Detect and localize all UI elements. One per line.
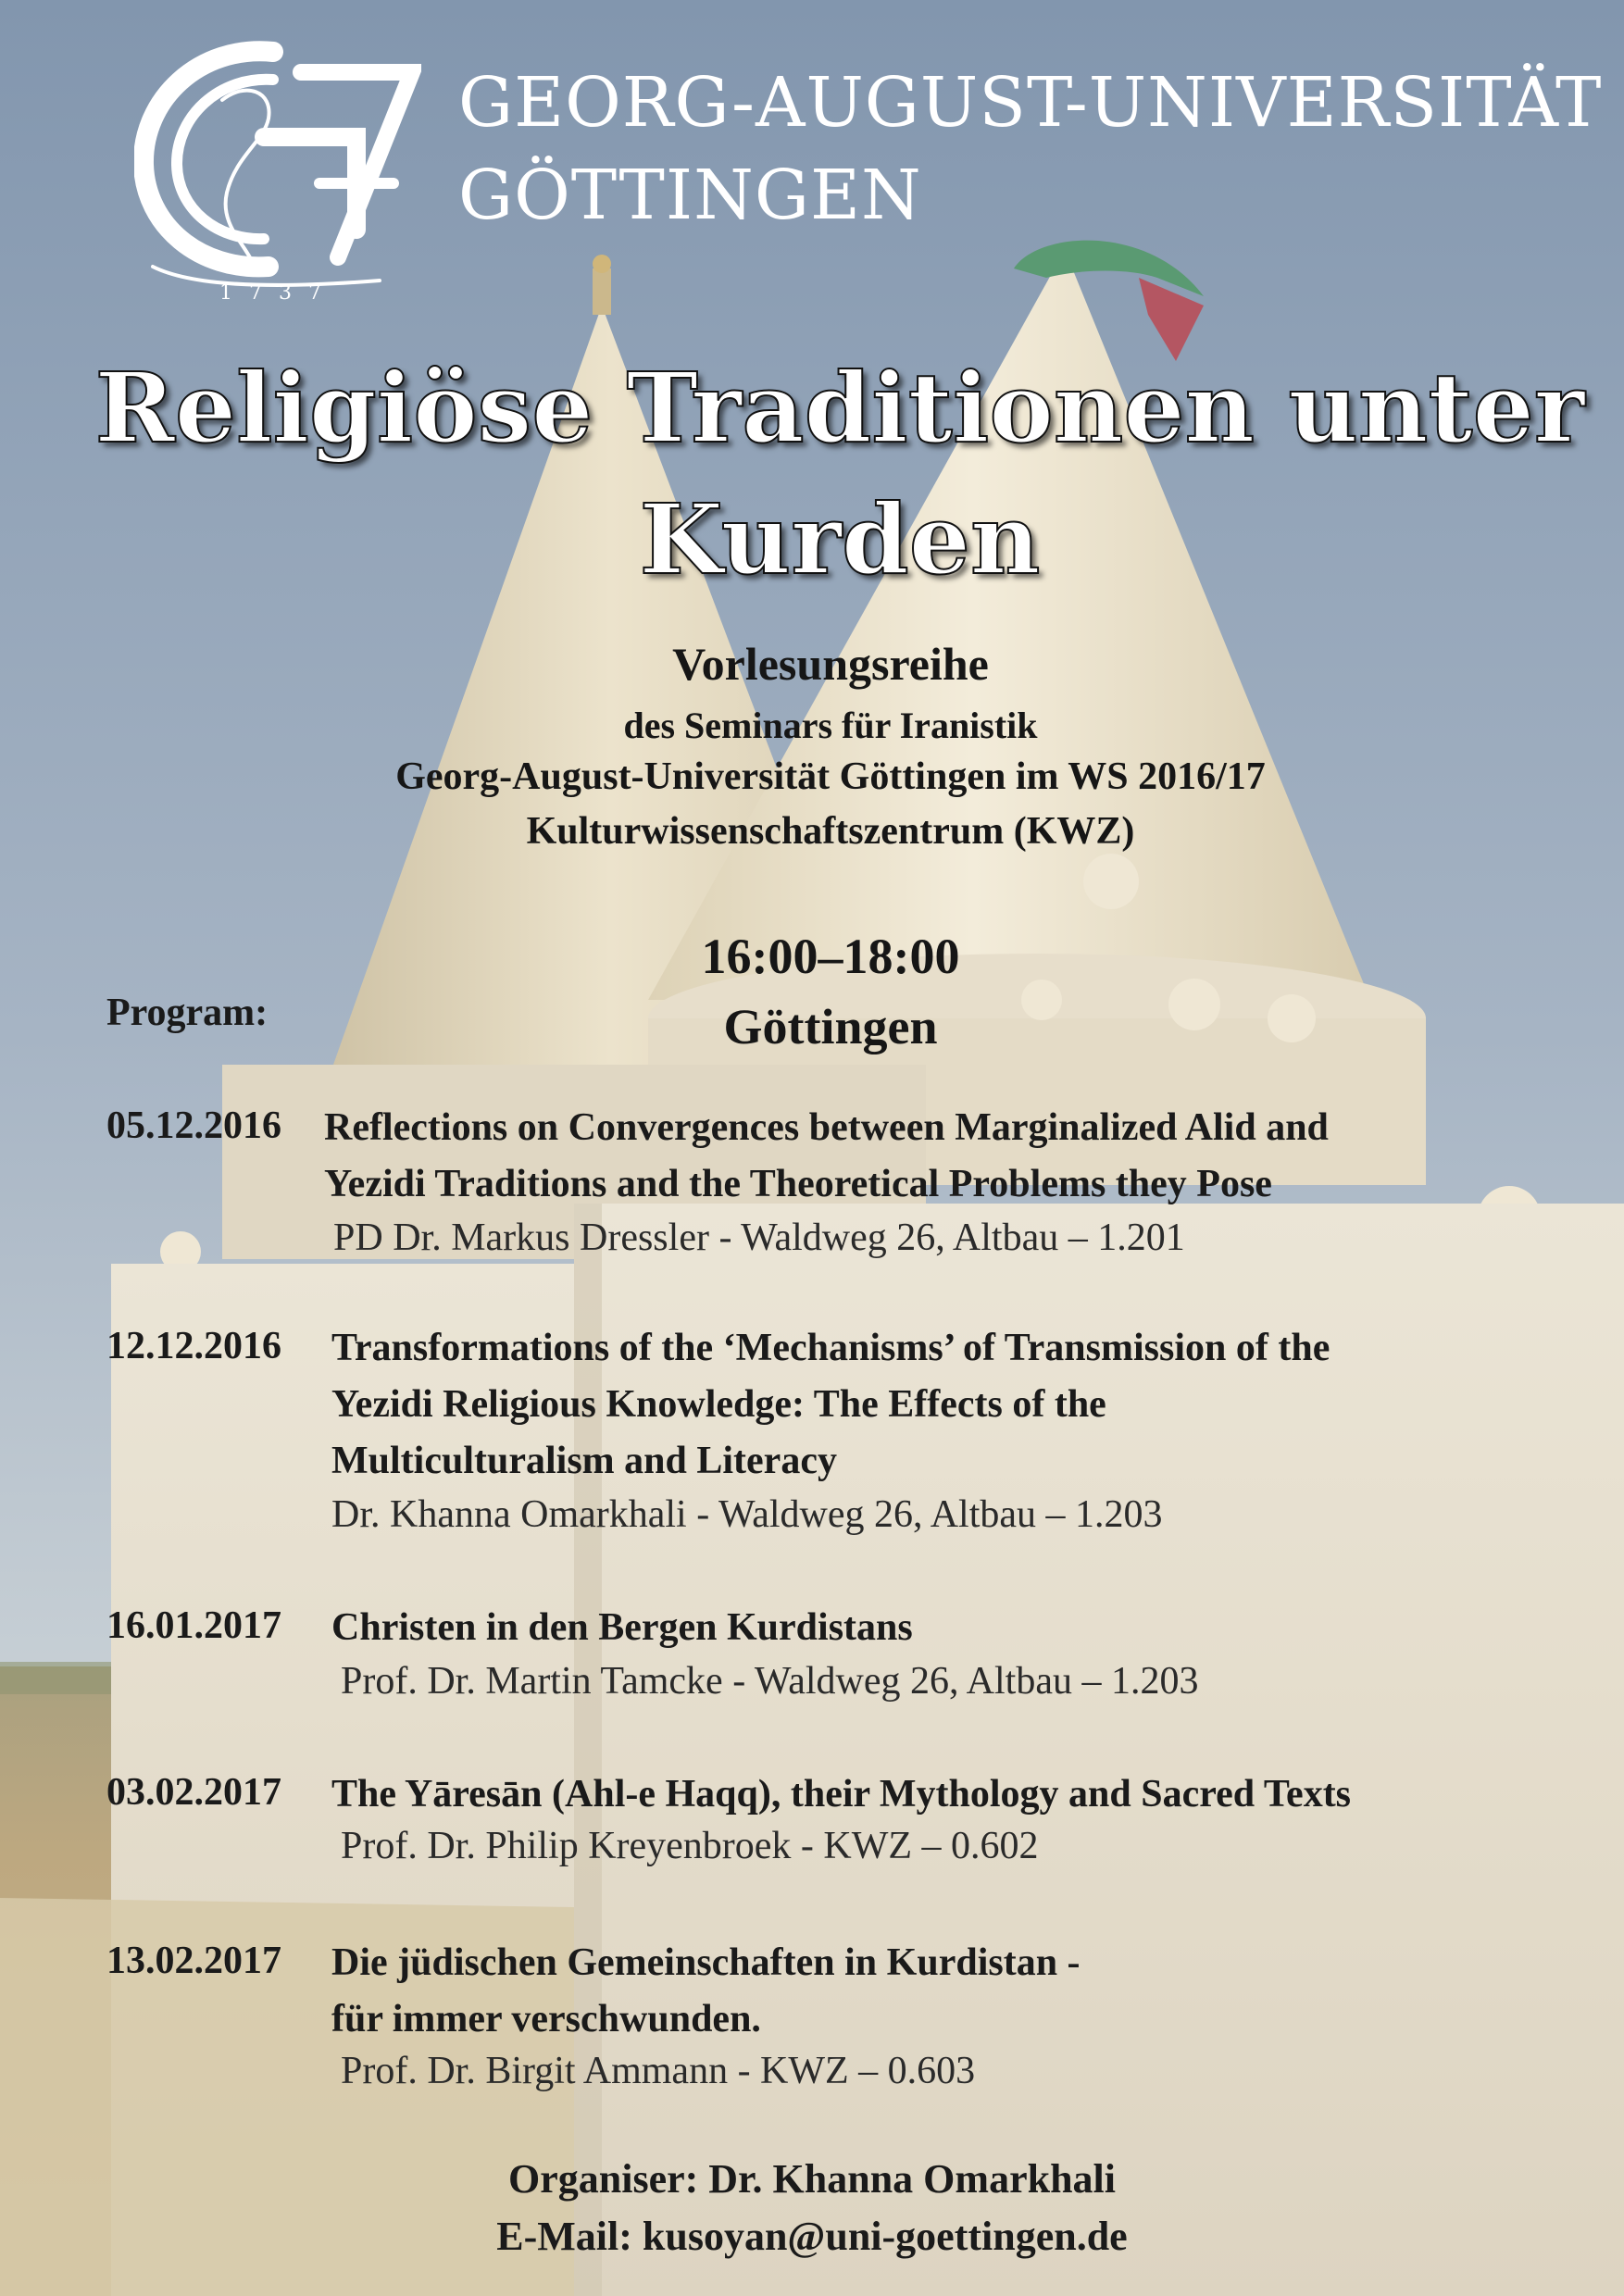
title-line2: Kurden bbox=[639, 482, 1041, 596]
lecture-title bbox=[331, 1766, 1351, 1823]
institution-label: Georg-August-Universität Göttingen im WS 2016/17 bbox=[395, 755, 1266, 798]
lecture-title-line: Multiculturalism and Literacy bbox=[331, 1440, 837, 1482]
lecture-title-line: Christen in den Bergen Kurdistans bbox=[331, 1606, 913, 1649]
lecture-date: 03.02.2017 bbox=[106, 1771, 281, 1814]
lecture-date: 16.01.2017 bbox=[106, 1604, 281, 1647]
lecture-date: 12.12.2016 bbox=[106, 1325, 281, 1367]
time-label: 16:00–18:00 bbox=[701, 929, 960, 984]
program-heading: Program: bbox=[106, 992, 269, 1034]
lecture-title-line: Transformations of the ‘Mechanisms’ of Transmission of the bbox=[331, 1327, 1330, 1369]
lecture-title-line: Reflections on Convergences between Marginalized Alid and bbox=[324, 1106, 1329, 1149]
lecture-speaker: PD Dr. Markus Dressler - Waldweg 26, Altbau – 1.201 bbox=[333, 1217, 1185, 1259]
lecture-title-line: Die jüdischen Gemeinschaften in Kurdistan - bbox=[331, 1941, 1081, 1984]
lecture-date: 05.12.2016 bbox=[106, 1104, 281, 1147]
series-label: Vorlesungsreihe bbox=[672, 638, 989, 690]
title-line1: Religiöse Traditionen unter bbox=[94, 351, 1585, 465]
lecture-title bbox=[331, 1600, 913, 1656]
seminar-label: des Seminars für Iranistik bbox=[623, 705, 1038, 746]
lecture-speaker: Prof. Dr. Martin Tamcke - Waldweg 26, Altbau – 1.203 bbox=[341, 1660, 1199, 1703]
lecture-title bbox=[331, 1320, 1330, 1490]
email-line: E-Mail: kusoyan@uni-goettingen.de bbox=[496, 2214, 1128, 2259]
lecture-title-line: Yezidi Religious Knowledge: The Effects of the bbox=[331, 1383, 1106, 1426]
lecture-title bbox=[331, 1935, 1081, 2048]
lecture-speaker: Prof. Dr. Philip Kreyenbroek - KWZ – 0.602 bbox=[341, 1825, 1039, 1867]
lecture-speaker: Prof. Dr. Birgit Ammann - KWZ – 0.603 bbox=[341, 2050, 976, 2092]
venue-label: Kulturwissenschaftszentrum (KWZ) bbox=[526, 810, 1135, 853]
lecture-title-line: The Yāresān (Ahl-e Haqq), their Mythology and Sacred Texts bbox=[331, 1773, 1352, 1816]
university-name-line2: GÖTTINGEN bbox=[458, 156, 922, 235]
logo-year: 1737 bbox=[219, 281, 338, 304]
lecture-title-line: Yezidi Traditions and the Theoretical Problems they Pose bbox=[324, 1163, 1272, 1205]
lecture-title bbox=[324, 1100, 1329, 1213]
place-label: Göttingen bbox=[723, 999, 938, 1054]
university-logo bbox=[134, 35, 421, 304]
organiser-line: Organiser: Dr. Khanna Omarkhali bbox=[508, 2156, 1116, 2202]
poster-title bbox=[74, 343, 1605, 605]
lecture-title-line: für immer verschwunden. bbox=[331, 1998, 761, 2040]
lecture-date: 13.02.2017 bbox=[106, 1940, 281, 1982]
university-name-line1: GEORG-AUGUST-UNIVERSITÄT bbox=[458, 63, 1603, 143]
lecture-speaker: Dr. Khanna Omarkhali - Waldweg 26, Altbau – 1.203 bbox=[331, 1493, 1163, 1536]
